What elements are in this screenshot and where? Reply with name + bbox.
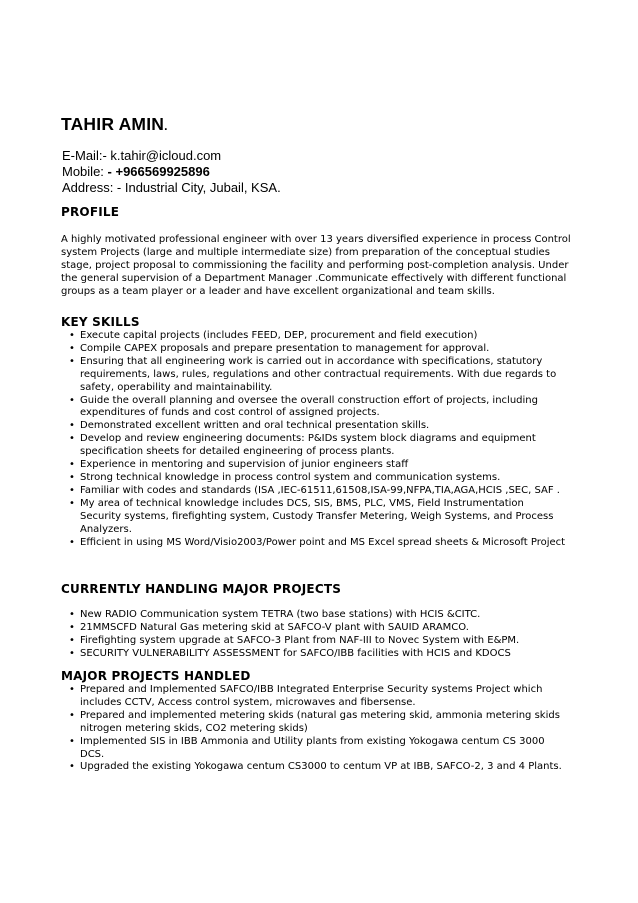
list-item: • Familiar with codes and standards (ISA ,IEC-61511,61508,ISA-99,NFPA,TIA,AGA,HCIS ,SEC, SAF . <box>61 485 567 498</box>
list-item: • Guide the overall planning and oversee the overall construction effort of projects, including expenditures of funds and cost control of assigned projects. <box>61 395 567 421</box>
list-item: • Firefighting system upgrade at SAFCO-3 Plant from NAF-III to Novec System with E&PM. <box>61 635 571 648</box>
list-item: • Implemented SIS in IBB Ammonia and Utility plants from existing Yokogawa centum CS 3000 DCS. <box>61 736 571 762</box>
profile-heading: PROFILE <box>61 205 120 219</box>
mobile-label: Mobile: <box>62 164 108 179</box>
list-item: • Prepared and implemented metering skids (natural gas metering skid, ammonia metering skids nitrogen metering skids, CO2 metering skids) <box>61 710 571 736</box>
list-item: • My area of technical knowledge includes DCS, SIS, BMS, PLC, VMS, Field Instrumentation Security systems, firefighting system, Custody Transfer Metering, Weigh Systems, and Process Analyzers. <box>61 498 567 537</box>
mobile-value: - +966569925896 <box>107 164 210 179</box>
list-item: • Prepared and Implemented SAFCO/IBB Integrated Enterprise Security systems Project which includes CCTV, Access control system, microwaves and fibersense. <box>61 684 571 710</box>
list-item: • Ensuring that all engineering work is carried out in accordance with specifications, statutory requirements, laws, rules, regulations and other contractual requirements. With due regards to safety, operability and maintainability. <box>61 356 567 395</box>
current-projects-section <box>61 582 571 661</box>
key-skills-heading: KEY SKILLS <box>61 315 140 329</box>
key-skills-section <box>61 315 567 549</box>
list-item: • 21MMSCFD Natural Gas metering skid at SAFCO-V plant with SAUID ARAMCO. <box>61 622 571 635</box>
list-item: • Efficient in using MS Word/Visio2003/Power point and MS Excel spread sheets & Microsoft Project <box>61 537 567 550</box>
key-skills-list <box>61 330 567 549</box>
list-item: • SECURITY VULNERABILITY ASSESSMENT for SAFCO/IBB facilities with HCIS and KDOCS <box>61 648 571 661</box>
list-item: • Upgraded the existing Yokogawa centum CS3000 to centum VP at IBB, SAFCO-2, 3 and 4 Plants. <box>61 761 571 774</box>
name-suffix: . <box>164 119 168 133</box>
current-projects-heading: CURRENTLY HANDLING MAJOR PROJECTS <box>61 582 342 596</box>
list-item: • Compile CAPEX proposals and prepare presentation to management for approval. <box>61 343 567 356</box>
profile-text: A highly motivated professional engineer with over 13 years diversified experience in process Control system Projects (large and multiple intermediate size) from preparation of the conceptual studies stage, project proposal to commissioning the facility and performing post-completion analysis. Under the general supervision of a Department Manager .Communicate effectively with different functional groups as a team player or a leader and have excellent organizational and team skills. <box>61 234 571 297</box>
major-projects-section <box>61 669 571 774</box>
profile-section <box>61 205 571 299</box>
mobile-line <box>62 164 281 180</box>
address-line: Address: - Industrial City, Jubail, KSA. <box>62 180 281 195</box>
email-label: E-Mail:- <box>62 148 111 163</box>
list-item: • Demonstrated excellent written and oral technical presentation skills. <box>61 420 567 433</box>
email-value[interactable]: k.tahir@icloud.com <box>110 148 222 163</box>
major-projects-list <box>61 684 571 774</box>
list-item: • Experience in mentoring and supervision of junior engineers staff <box>61 459 567 472</box>
current-projects-list <box>61 609 571 661</box>
contact-block <box>62 148 281 196</box>
name-text: TAHIR AMIN <box>61 114 165 134</box>
list-item: • Develop and review engineering documents: P&IDs system block diagrams and equipment specification sheets for detailed engineering of process plants. <box>61 433 567 459</box>
email-line <box>62 148 281 164</box>
major-projects-heading: MAJOR PROJECTS HANDLED <box>61 669 251 683</box>
list-item: • Execute capital projects (includes FEED, DEP, procurement and field execution) <box>61 330 567 343</box>
list-item: • New RADIO Communication system TETRA (two base stations) with HCIS &CITC. <box>61 609 571 622</box>
candidate-name <box>61 114 168 135</box>
list-item: • Strong technical knowledge in process control system and communication systems. <box>61 472 567 485</box>
